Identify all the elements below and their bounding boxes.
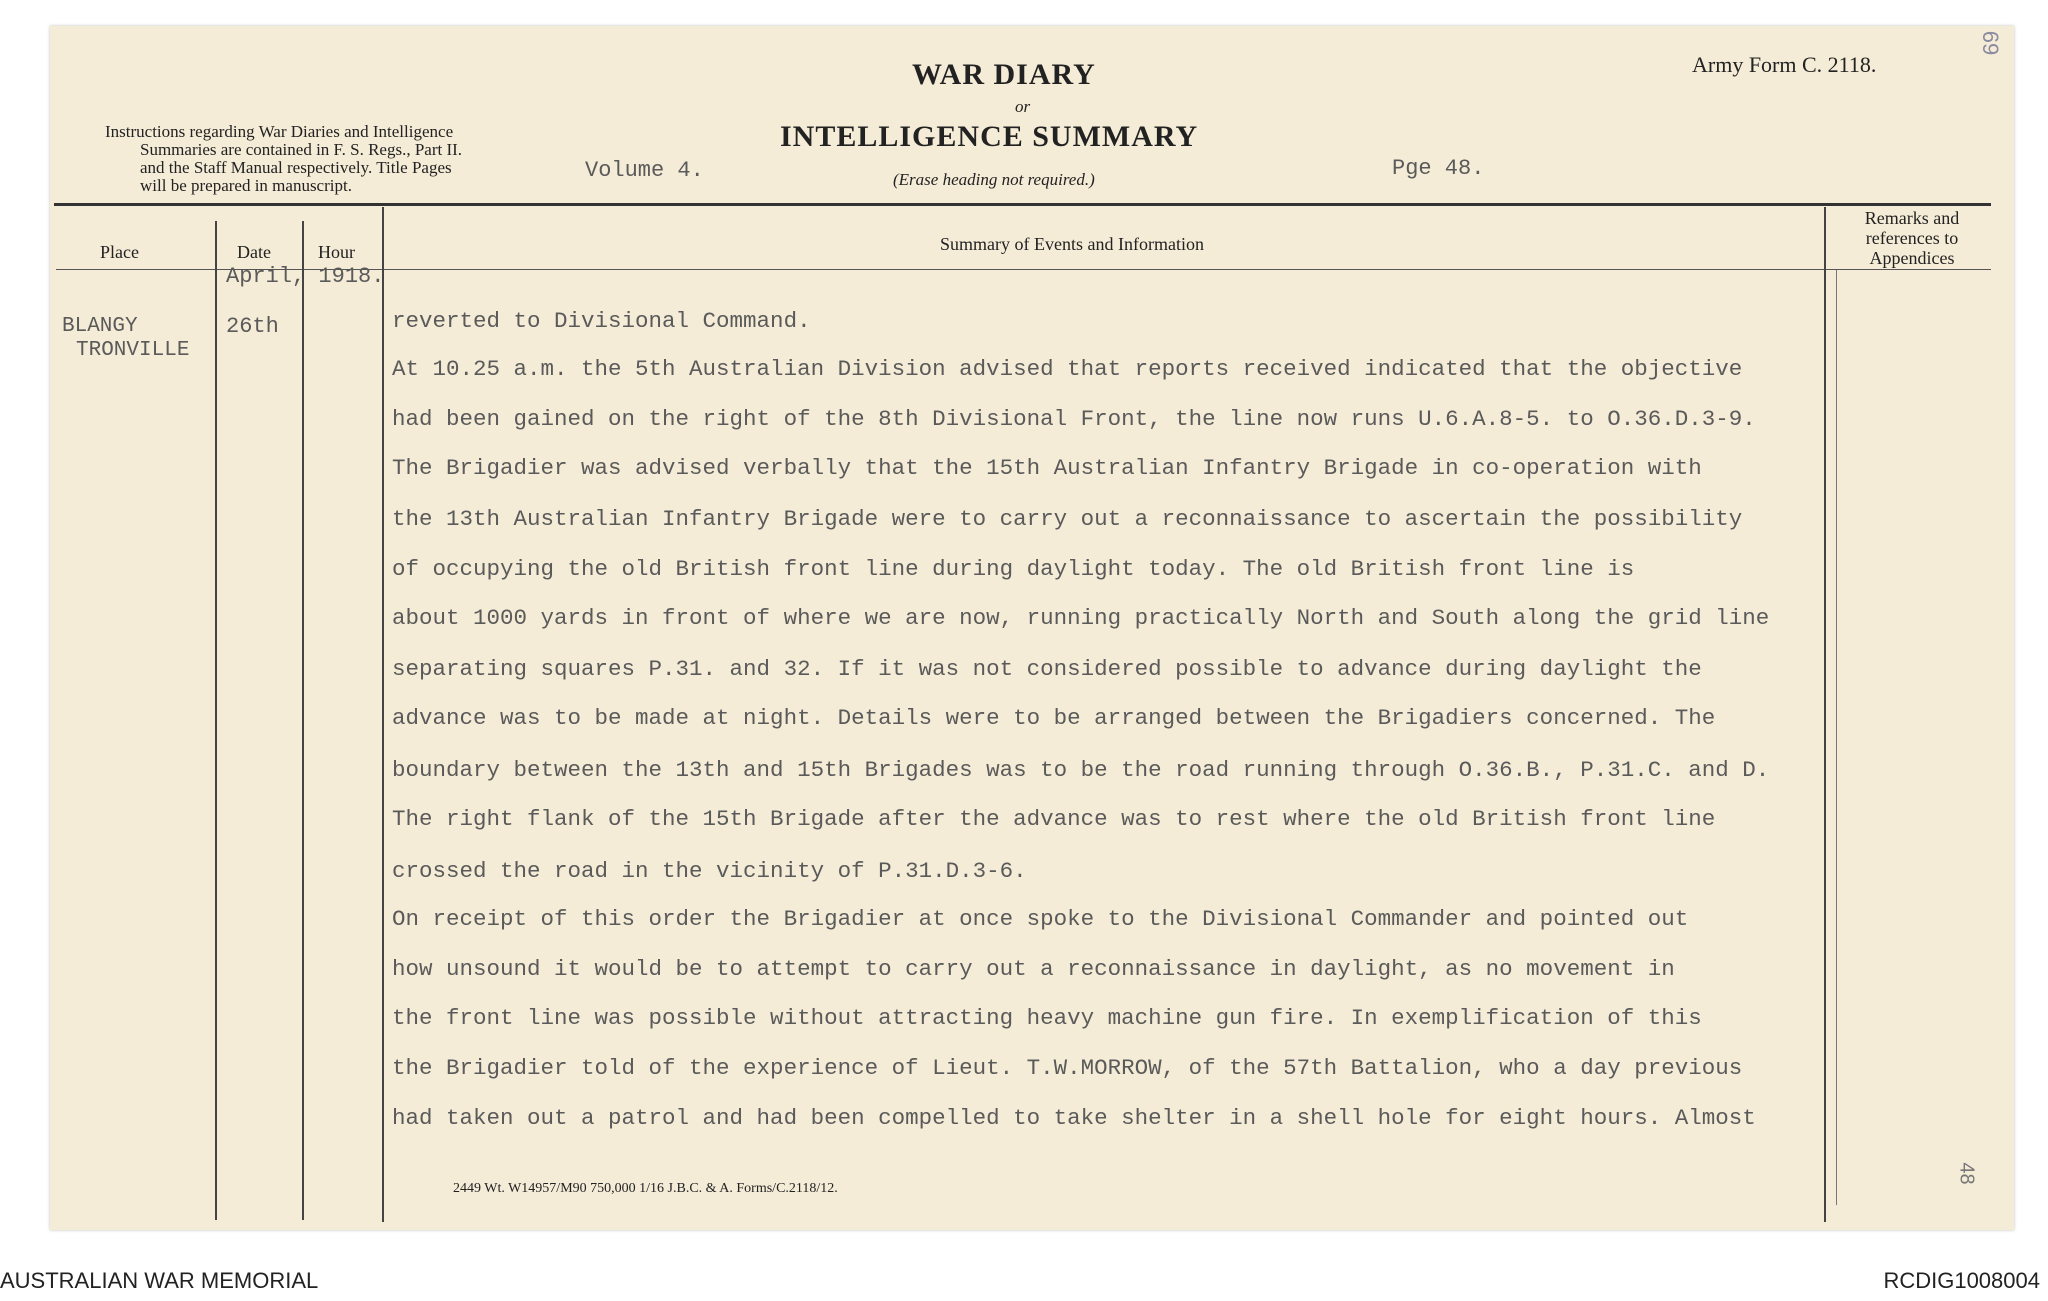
column-divider-place	[215, 221, 217, 1220]
entry-line: the 13th Australian Infantry Brigade were to carry out a reconnaissance to ascertain the possibility	[392, 506, 1743, 532]
entry-line: separating squares P.31. and 32. If it was not considered possible to advance during daylight the	[392, 656, 1702, 682]
header-remarks-line: Remarks and	[1864, 208, 1960, 228]
entry-line: The Brigadier was advised verbally that the 15th Australian Infantry Brigade in co-operation with	[392, 455, 1702, 481]
header-place: Place	[100, 242, 139, 262]
place-line: TRONVILLE	[76, 339, 190, 362]
instructions-line: Instructions regarding War Diaries and Intelligence	[105, 122, 454, 141]
entry-line: the front line was possible without attracting heavy machine gun fire. In exemplification of this	[392, 1005, 1702, 1031]
header-remarks-line: references to	[1865, 228, 1959, 248]
header-hour: Hour	[318, 242, 355, 262]
entry-line: boundary between the 13th and 15th Brigades was to be the road running through O.36.B., P.31.C. and D.	[392, 757, 1770, 783]
entry-line: crossed the road in the vicinity of P.31.D.3-6.	[392, 858, 1027, 884]
entry-line: about 1000 yards in front of where we are now, running practically North and South along the grid line	[392, 605, 1770, 631]
month-year: April, 1918.	[226, 264, 385, 289]
instructions-line: will be prepared in manuscript.	[140, 176, 352, 195]
date-cell: 26th	[226, 314, 279, 339]
header-top-rule	[54, 203, 1991, 206]
column-divider-date	[302, 221, 304, 1220]
pencil-page-number: 48	[1955, 1162, 1978, 1185]
header-remarks-line: Appendices	[1869, 248, 1955, 268]
entry-line: the Brigadier told of the experience of Lieut. T.W.MORROW, of the 57th Battalion, who a day previous	[392, 1055, 1743, 1081]
entry-line: On receipt of this order the Brigadier at once spoke to the Divisional Commander and pointed out	[392, 906, 1689, 932]
form-print-code: 2449 Wt. W14957/M90 750,000 1/16 J.B.C. & A. Forms/C.2118/12.	[453, 1181, 838, 1196]
entry-line: had taken out a patrol and had been compelled to take shelter in a shell hole for eight hours. Almost	[392, 1105, 1756, 1131]
erase-note: (Erase heading not required.)	[893, 170, 1095, 189]
entry-line: The right flank of the 15th Brigade after the advance was to rest where the old British front line	[392, 806, 1716, 832]
volume-number: Volume 4.	[585, 158, 704, 183]
header-summary: Summary of Events and Information	[940, 234, 1204, 254]
place-cell	[62, 315, 189, 363]
form-title-or: or	[1015, 97, 1031, 116]
entry-line: had been gained on the right of the 8th Divisional Front, the line now runs U.6.A.8-5. to O.36.D.3-9.	[392, 406, 1756, 432]
entry-line: of occupying the old British front line during daylight today. The old British front line is	[392, 556, 1635, 582]
column-divider-hour	[382, 207, 384, 1222]
pencil-corner-number: 69	[1978, 30, 2004, 56]
instructions-text	[105, 123, 462, 195]
header-remarks	[1842, 208, 1982, 268]
place-line: BLANGY	[62, 315, 138, 338]
entry-line: At 10.25 a.m. the 5th Australian Division advised that reports received indicated that the objective	[392, 356, 1743, 382]
archive-caption-right: RCDIG1008004	[1883, 1268, 2040, 1293]
header-date: Date	[237, 242, 271, 262]
entry-line: reverted to Divisional Command.	[392, 308, 811, 334]
entry-line: advance was to be made at night. Details were to be arranged between the Brigadiers concerned. The	[392, 705, 1716, 731]
form-subtitle: INTELLIGENCE SUMMARY	[780, 120, 1199, 153]
page-number: Pge 48.	[1392, 156, 1485, 181]
archive-caption-left: AUSTRALIAN WAR MEMORIAL	[0, 1268, 319, 1293]
form-title: WAR DIARY	[912, 58, 1096, 91]
instructions-line: and the Staff Manual respectively. Title Pages	[140, 158, 452, 177]
instructions-line: Summaries are contained in F. S. Regs., Part II.	[140, 140, 463, 159]
entry-line: how unsound it would be to attempt to carry out a reconnaissance in daylight, as no movement in	[392, 956, 1675, 982]
army-form-number: Army Form C. 2118.	[1692, 52, 1877, 77]
